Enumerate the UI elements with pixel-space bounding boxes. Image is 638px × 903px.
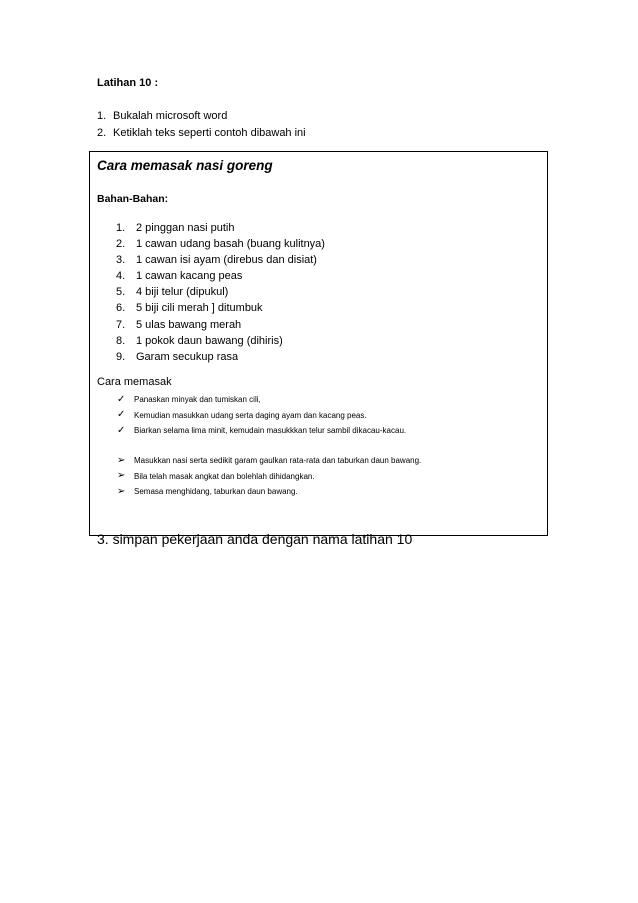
step-text: Ketiklah teks seperti contoh dibawah ini — [113, 126, 306, 139]
ingredient-item — [116, 268, 325, 284]
method-step-text: Masukkan nasi serta sedikit garam gaulkan rata-rata dan taburkan daun bawang. — [134, 456, 422, 465]
ingredient-number: 7. — [116, 318, 126, 331]
ingredient-number: 6. — [116, 302, 126, 315]
method-step — [117, 408, 406, 424]
ingredient-number: 3. — [116, 254, 126, 267]
ingredient-number: 9. — [116, 350, 126, 363]
arrowhead-bullet-icon: ➢ — [117, 470, 126, 482]
ingredients-list — [116, 220, 325, 365]
ingredient-item — [116, 252, 325, 268]
arrowhead-bullet-icon: ➢ — [117, 485, 126, 497]
step-number: 2. — [97, 126, 107, 139]
step-number: 1. — [97, 110, 107, 122]
recipe-title: Cara memasak nasi goreng — [97, 158, 273, 173]
method-heading: Cara memasak — [97, 376, 172, 388]
ingredient-text: 1 cawan isi ayam (direbus dan disiat) — [136, 254, 317, 267]
instruction-step — [97, 108, 306, 125]
arrowhead-bullet-icon: ➢ — [117, 454, 126, 466]
ingredient-text: 5 ulas bawang merah — [136, 318, 242, 331]
ingredient-number: 5. — [116, 286, 126, 299]
method-step-text: Kemudian masukkan udang serta daging ayam dan kacang peas. — [134, 410, 367, 420]
recipe-box — [89, 151, 548, 536]
method-step — [117, 453, 421, 469]
method-check-list — [117, 392, 406, 439]
ingredient-item — [116, 333, 325, 349]
ingredient-number: 1. — [116, 222, 126, 234]
method-step-text: Biarkan selama lima minit, kemudain masukkkan telur sambil dikacau-kacau. — [134, 426, 407, 435]
ingredient-number: 4. — [116, 270, 126, 283]
method-step — [117, 392, 406, 408]
ingredient-number: 2. — [116, 238, 126, 251]
ingredient-text: 5 biji cili merah ] ditumbuk — [136, 302, 263, 315]
ingredient-text: 2 pinggan nasi putih — [136, 222, 235, 234]
method-step — [117, 423, 406, 439]
method-step — [117, 469, 421, 485]
ingredients-heading: Bahan-Bahan: — [97, 193, 169, 205]
ingredient-number: 8. — [116, 334, 126, 347]
ingredient-text: 1 cawan udang basah (buang kulitnya) — [136, 238, 325, 251]
ingredient-text: 1 pokok daun bawang (dihiris) — [136, 334, 283, 347]
instruction-step — [97, 125, 306, 142]
checkmark-icon: ✓ — [117, 424, 126, 436]
method-step — [117, 484, 421, 500]
ingredient-item — [116, 220, 325, 236]
ingredient-text: 1 cawan kacang peas — [136, 270, 243, 283]
ingredient-text: Garam secukup rasa — [136, 350, 239, 363]
ingredient-item — [116, 317, 325, 333]
exercise-heading: Latihan 10 : — [97, 77, 159, 89]
ingredient-item — [116, 349, 325, 365]
method-step-text: Bila telah masak angkat dan bolehlah dihidangkan. — [134, 471, 315, 481]
method-step-text: Semasa menghidang, taburkan daun bawang. — [134, 487, 298, 496]
step-text: Bukalah microsoft word — [113, 110, 228, 122]
save-instruction: 3. simpan pekerjaan anda dengan nama latihan 10 — [97, 531, 413, 547]
instruction-steps — [97, 108, 306, 141]
ingredient-item — [116, 236, 325, 252]
ingredient-item — [116, 284, 325, 300]
ingredient-text: 4 biji telur (dipukul) — [136, 286, 229, 299]
checkmark-icon: ✓ — [117, 393, 126, 405]
method-step-text: Panaskan minyak dan tumiskan cili, — [134, 395, 261, 404]
ingredient-item — [116, 300, 325, 316]
checkmark-icon: ✓ — [117, 409, 126, 421]
method-arrow-list — [117, 453, 421, 500]
